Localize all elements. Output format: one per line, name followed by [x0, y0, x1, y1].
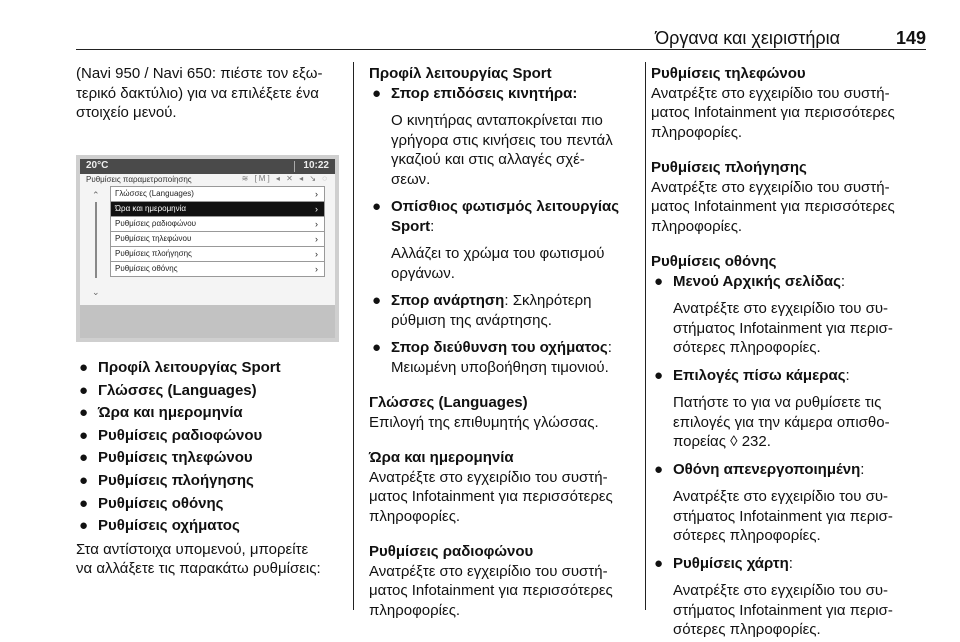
settings-bullet-list [76, 357, 346, 579]
languages-heading: Γλώσσες (Languages) [369, 394, 528, 411]
rear-text: επιλογές για την κάμερα οπισθο- [673, 413, 890, 431]
sport-heading: Προφίλ λειτουργίας Sport [369, 65, 552, 82]
time-text: ματος Infotainment για περισσότερες [369, 488, 613, 505]
screen-menu-item: Ρυθμίσεις οθόνης › [110, 262, 325, 277]
bullet-icon: ● [79, 471, 89, 489]
list-item: ● Ρυθμίσεις ραδιοφώνου [76, 425, 346, 448]
page-number: 149 [895, 28, 926, 48]
screen-separator [294, 161, 295, 172]
list-item: ● Ρυθμίσεις πλοήγησης [76, 470, 346, 493]
radio-text: Ανατρέξτε στο εγχειρίδιο του συστή- [369, 562, 608, 580]
chevron-right-icon: › [315, 189, 318, 199]
screen-menu-item: Ρυθμίσεις πλοήγησης › [110, 247, 325, 262]
engine-text: σεων. [391, 170, 431, 188]
screen-menu-list [110, 186, 325, 277]
engine-text: γκαζιού και στις αλλαγές σχέ- [391, 151, 585, 168]
time-text: πληροφορίες. [369, 507, 461, 525]
bullet-icon: ● [79, 426, 89, 444]
backlight-text: οργάνων. [391, 264, 455, 282]
outro-line: να αλλάξετε τις παρακάτω ρυθμίσεις: [76, 560, 321, 578]
rear-camera-item: ● Επιλογές πίσω κάμερας: [654, 366, 850, 384]
screen-status-icons: ≋ [M] ◂ ✕ ◂ ↘ ◌ [241, 174, 329, 183]
scroll-up-icon: ⌃ [92, 190, 100, 200]
bullet-icon: ● [372, 292, 382, 309]
nav-heading: Ρυθμίσεις πλοήγησης [651, 159, 807, 176]
display-heading: Ρυθμίσεις οθόνης [651, 253, 777, 270]
scroll-down-icon: ⌄ [92, 287, 100, 297]
bullet-icon: ● [654, 366, 664, 384]
off-text: Ανατρέξτε στο εγχειρίδιο του συ- [673, 488, 889, 505]
screen-status-bar [80, 159, 335, 174]
radio-text: ματος Infotainment για περισσότερες [369, 582, 613, 599]
list-item: ● Ρυθμίσεις οθόνης [76, 493, 346, 516]
phone-text: ματος Infotainment για περισσότερες [651, 104, 895, 121]
bullet-icon: ● [79, 517, 89, 535]
list-item: ● Ρυθμίσεις οχήματος [76, 515, 346, 538]
screen-menu-item: Ρυθμίσεις ραδιοφώνου › [110, 217, 325, 232]
bullet-icon: ● [79, 359, 89, 376]
time-heading: Ώρα και ημερομηνία [369, 449, 514, 466]
column-divider-1 [353, 62, 354, 610]
screen-menu-item: Ρυθμίσεις τηλεφώνου › [110, 232, 325, 247]
screen-clock: 10:22 [303, 160, 329, 171]
home-menu-item: ● Μενού Αρχικής σελίδας: [654, 272, 846, 290]
bullet-icon: ● [79, 404, 89, 422]
infotainment-screen-image [76, 155, 339, 342]
section-title: Όργανα και χειριστήρια [655, 28, 840, 48]
off-text: σότερες πληροφορίες. [673, 527, 821, 544]
outro-line: Στα αντίστοιχα υπομενού, μπορείτε [76, 540, 309, 558]
map-settings-item: ● Ρυθμίσεις χάρτη: [654, 554, 793, 572]
home-text: Ανατρέξτε στο εγχειρίδιο του συ- [673, 300, 889, 317]
phone-text: πληροφορίες. [651, 123, 743, 141]
engine-title: ● Σπορ επιδόσεις κινητήρα: [372, 84, 578, 102]
nav-text: πληροφορίες. [651, 217, 743, 235]
map-text: σότερες πληροφορίες. [673, 621, 821, 638]
radio-heading: Ρυθμίσεις ραδιοφώνου [369, 543, 534, 560]
bullet-icon: ● [372, 339, 382, 356]
scroll-bar [95, 202, 97, 278]
screen-bezel-bottom [80, 305, 335, 338]
steering-item: ● Σπορ διεύθυνση του οχήματος: [372, 339, 612, 356]
backlight-text: Αλλάζει το χρώμα του φωτισμού [391, 245, 605, 262]
engine-text: γρήγορα στις κινήσεις του πεντάλ [391, 131, 613, 149]
page-header [76, 22, 926, 50]
page-reference-link[interactable]: ◊ 232. [730, 433, 771, 450]
display-off-item: ● Οθόνη απενεργοποιημένη: [654, 460, 865, 478]
intro-line: (Navi 950 / Navi 650: πιέστε τον εξω- [76, 65, 323, 82]
screen-menu-area [80, 174, 335, 305]
bullet-icon: ● [79, 494, 89, 512]
steering-text: Μειωμένη υποβοήθηση τιμονιού. [391, 358, 609, 376]
bullet-icon: ● [654, 460, 664, 478]
engine-text: Ο κινητήρας ανταποκρίνεται πιο [391, 112, 603, 129]
column-divider-2 [645, 62, 646, 610]
radio-text: πληροφορίες. [369, 601, 461, 619]
bullet-icon: ● [79, 381, 89, 399]
home-text: σότερες πληροφορίες. [673, 339, 821, 356]
bullet-icon: ● [654, 272, 664, 290]
list-item: ● Προφίλ λειτουργίας Sport [76, 357, 346, 380]
intro-line: τερικό δακτύλιο) για να επιλέξετε ένα [76, 84, 319, 102]
phone-heading: Ρυθμίσεις τηλεφώνου [651, 65, 806, 82]
languages-text: Επιλογή της επιθυμητής γλώσσας. [369, 413, 599, 431]
bullet-icon: ● [79, 449, 89, 467]
column-3 [651, 64, 931, 640]
map-text: στήματος Infotainment για περισ- [673, 601, 893, 619]
screen-menu-item: Γλώσσες (Languages) › [110, 186, 325, 202]
bullet-icon: ● [372, 84, 382, 102]
column-1 [76, 64, 346, 123]
list-item: ● Ρυθμίσεις τηλεφώνου [76, 447, 346, 470]
bullet-icon: ● [372, 198, 382, 215]
list-item: ● Γλώσσες (Languages) [76, 380, 346, 403]
screen-subtitle: Ρυθμίσεις παραμετροποίησης [86, 175, 192, 184]
suspension-item: ● Σπορ ανάρτηση: Σκληρότερη [372, 292, 592, 309]
screen-temperature: 20°C [86, 160, 109, 171]
chevron-right-icon: › [315, 264, 318, 274]
nav-text: Ανατρέξτε στο εγχειρίδιο του συστή- [651, 178, 890, 196]
header-rule [76, 49, 926, 50]
off-text: στήματος Infotainment για περισ- [673, 507, 893, 525]
column-2 [369, 64, 639, 620]
intro-line: στοιχείο μενού. [76, 104, 177, 121]
nav-text: ματος Infotainment για περισσότερες [651, 198, 895, 215]
chevron-right-icon: › [315, 234, 318, 244]
map-text: Ανατρέξτε στο εγχειρίδιο του συ- [673, 582, 889, 599]
backlight-title: Sport: [391, 217, 435, 235]
screen-menu-item-selected: Ώρα και ημερομηνία › [110, 202, 325, 217]
time-text: Ανατρέξτε στο εγχειρίδιο του συστή- [369, 468, 608, 486]
list-item: ● Ώρα και ημερομηνία [76, 402, 346, 425]
chevron-right-icon: › [315, 219, 318, 229]
suspension-text: ρύθμιση της ανάρτησης. [391, 311, 552, 329]
rear-text: Πατήστε το για να ρυθμίσετε τις [673, 394, 882, 411]
bullet-icon: ● [654, 554, 664, 572]
home-text: στήματος Infotainment για περισ- [673, 319, 893, 337]
chevron-right-icon: › [315, 204, 318, 214]
phone-text: Ανατρέξτε στο εγχειρίδιο του συστή- [651, 84, 890, 102]
backlight-title: ● Οπίσθιος φωτισμός λειτουργίας [372, 198, 620, 215]
rear-text: πορείας ◊ 232. [673, 433, 771, 450]
chevron-right-icon: › [315, 249, 318, 259]
